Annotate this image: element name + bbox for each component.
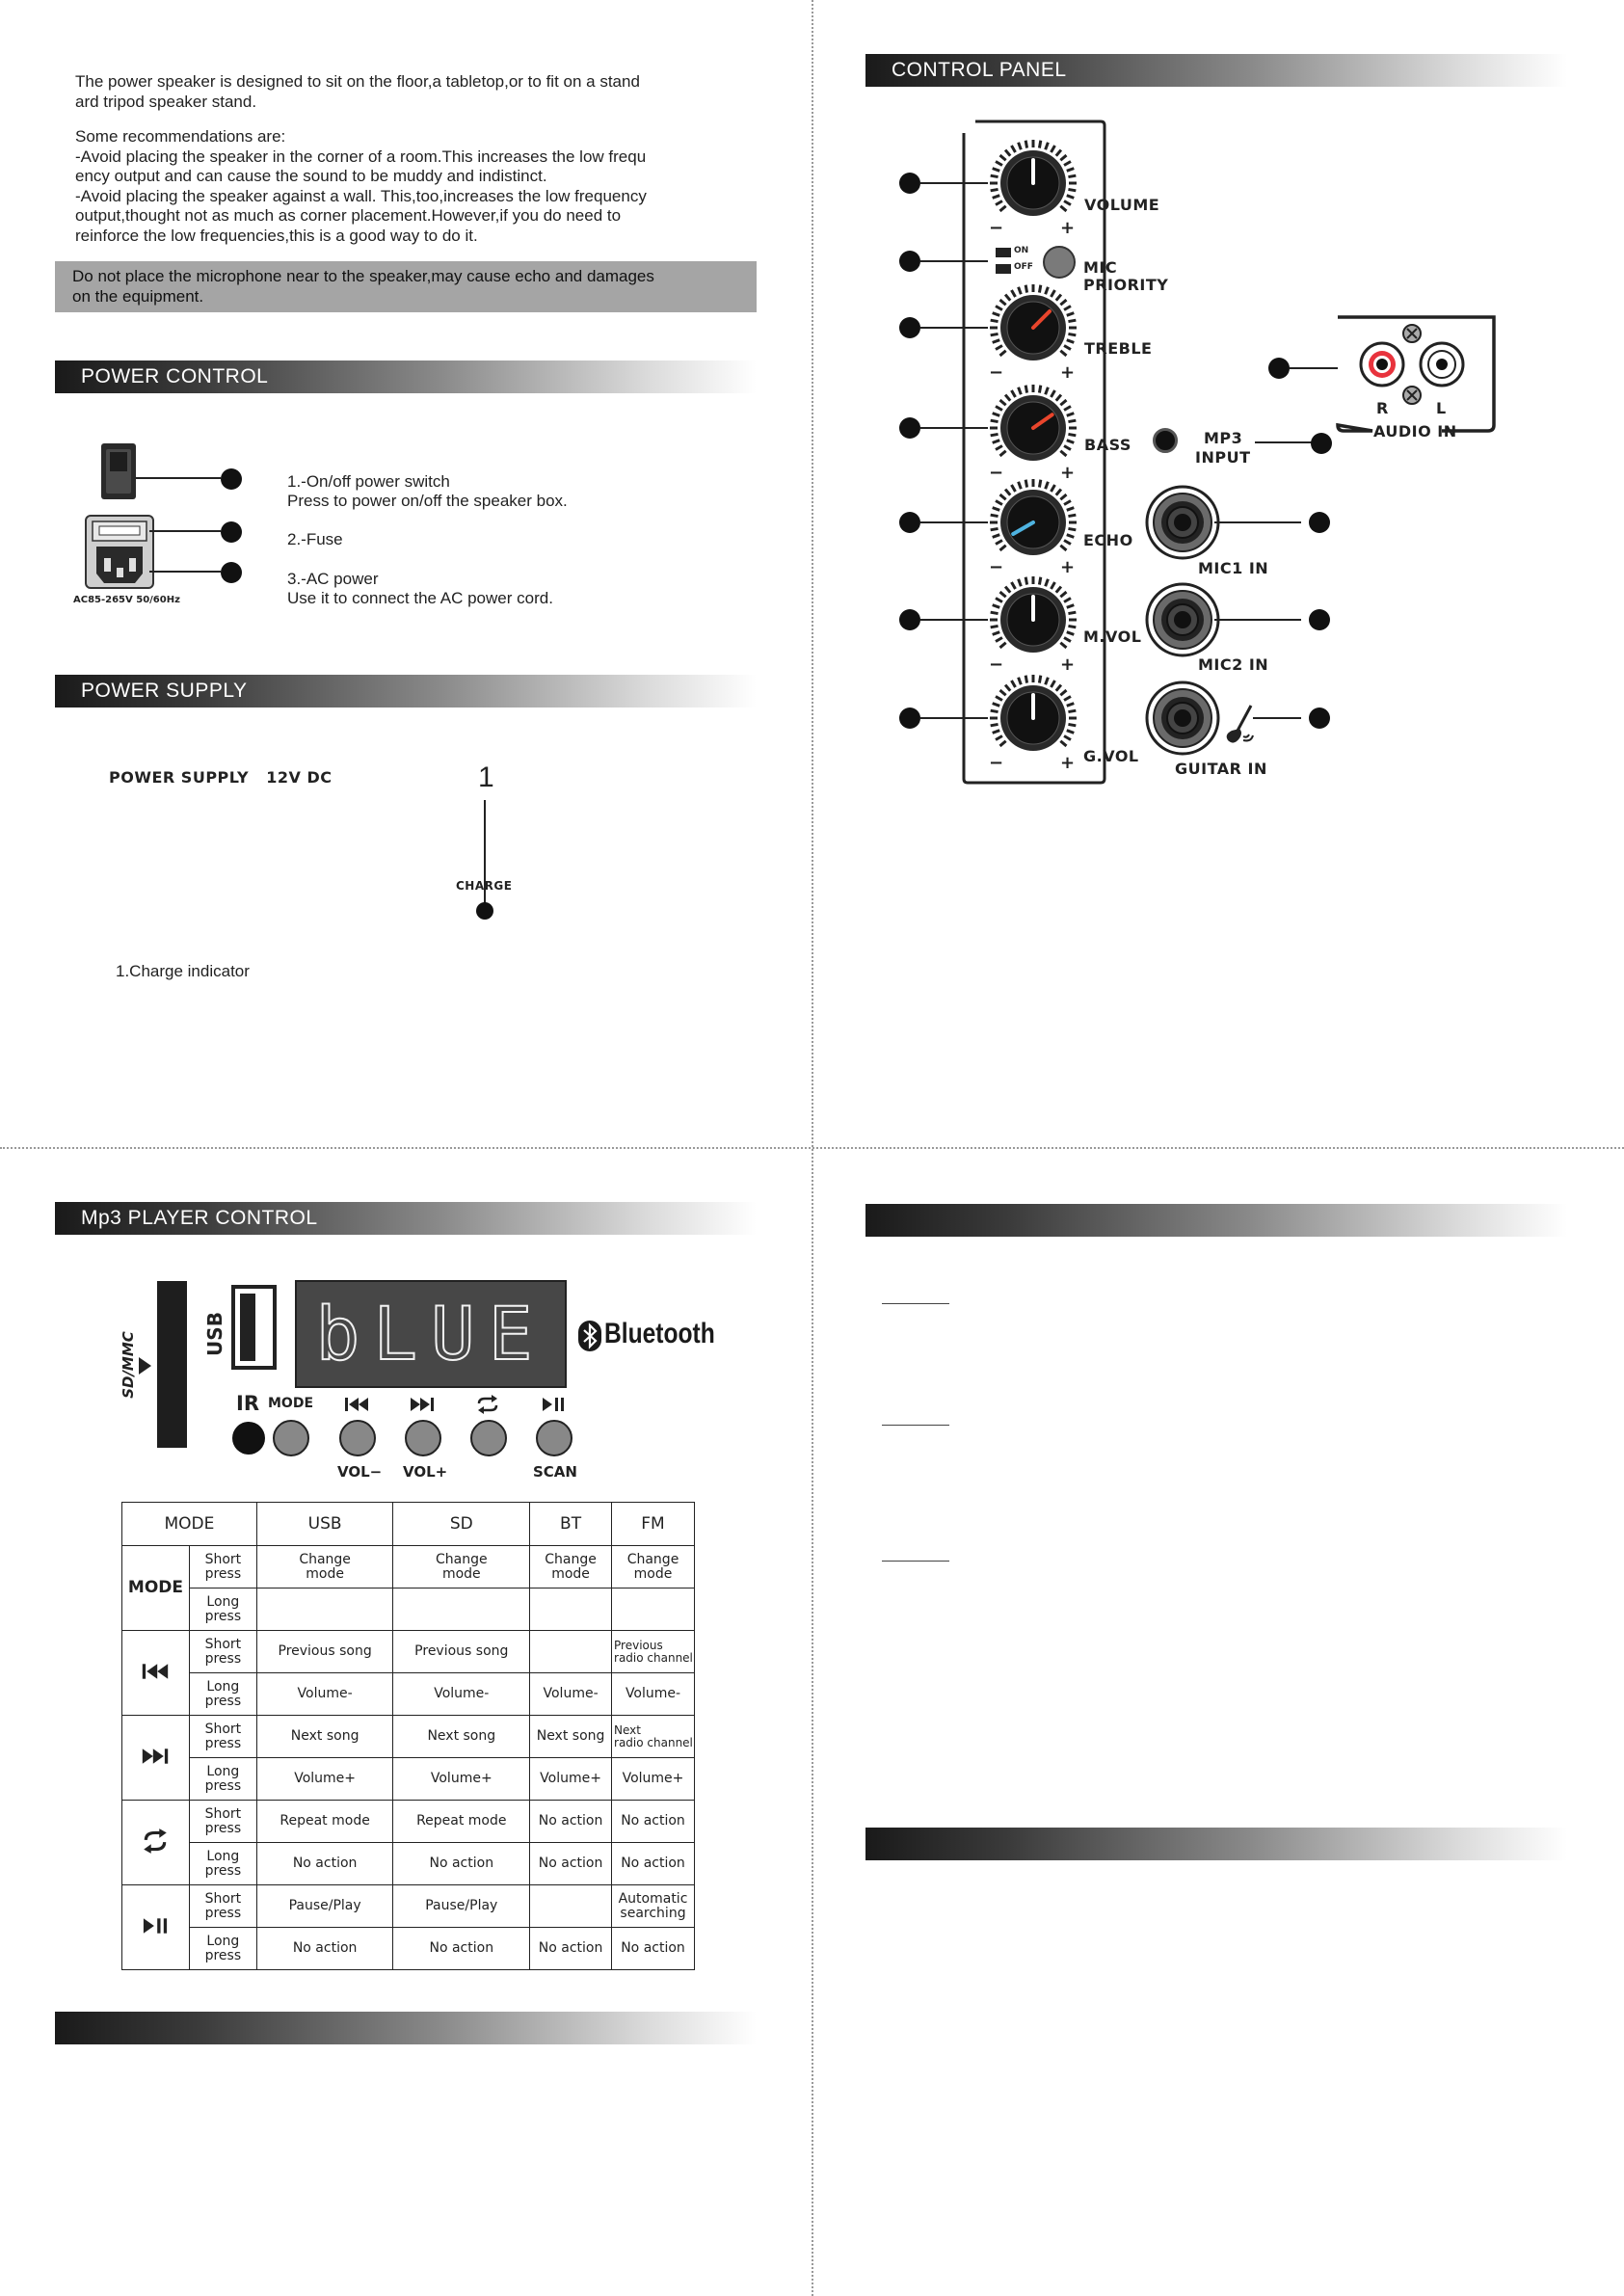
charge-label: CHARGE bbox=[456, 879, 513, 893]
cell-line: Change bbox=[435, 1551, 488, 1567]
cell-line: Volume- bbox=[434, 1686, 490, 1701]
intro-paragraph-2 bbox=[75, 127, 769, 246]
table-row bbox=[122, 1801, 695, 1843]
repeat-icon bbox=[122, 1801, 190, 1885]
press-type: Long bbox=[206, 1593, 240, 1610]
table-header-cell: FM bbox=[612, 1503, 695, 1546]
mp3-function-table bbox=[121, 1502, 695, 1970]
table-cell bbox=[256, 1758, 393, 1801]
charge-indicator-dot bbox=[476, 902, 493, 920]
play-pause-icon bbox=[540, 1395, 567, 1414]
press-type: press bbox=[204, 1862, 242, 1879]
cell-line: mode bbox=[551, 1565, 590, 1582]
cell-line: No action bbox=[538, 1813, 603, 1829]
knob-minus-label: − bbox=[989, 463, 1004, 483]
table-cell bbox=[530, 1631, 612, 1673]
cell-line: Previous bbox=[614, 1638, 663, 1652]
cell-line: searching bbox=[620, 1905, 686, 1921]
press-type: press bbox=[204, 1608, 242, 1624]
callout-line bbox=[920, 717, 988, 719]
usb-port[interactable] bbox=[231, 1285, 277, 1370]
mic2-jack[interactable] bbox=[1144, 581, 1221, 658]
cell-line: mode bbox=[633, 1565, 673, 1582]
cell-line: Volume+ bbox=[622, 1771, 684, 1786]
cell-line: Change bbox=[626, 1551, 679, 1567]
usb-label: USB bbox=[202, 1312, 226, 1356]
press-type-cell bbox=[189, 1716, 256, 1758]
table-cell bbox=[612, 1928, 695, 1970]
guitar-icon bbox=[1222, 700, 1261, 746]
mp3-input-label-1: MP3 bbox=[1204, 429, 1243, 447]
blank-line bbox=[882, 1561, 949, 1562]
cell-line: Next song bbox=[427, 1728, 496, 1744]
intro-line: The power speaker is designed to sit on the floor,a tabletop,or to fit on a stand bbox=[75, 72, 640, 91]
power-supply-header: POWER SUPPLY bbox=[55, 675, 757, 707]
next-icon bbox=[409, 1395, 436, 1414]
cell-line: mode bbox=[441, 1565, 481, 1582]
table-cell bbox=[530, 1673, 612, 1716]
intro-line: reinforce the low frequencies,this is a good way to do it. bbox=[75, 226, 478, 245]
mode-button[interactable] bbox=[273, 1420, 309, 1456]
bottom-right-empty-bar-1 bbox=[865, 1204, 1567, 1237]
g-vol-knob[interactable] bbox=[985, 670, 1081, 766]
table-cell bbox=[393, 1928, 530, 1970]
cell-line: No action bbox=[292, 1940, 358, 1956]
mic-priority-label-1: MIC bbox=[1083, 258, 1118, 277]
bass-knob[interactable] bbox=[985, 380, 1081, 476]
table-cell bbox=[256, 1546, 393, 1589]
callout-dot bbox=[1309, 707, 1330, 729]
press-type: press bbox=[204, 1650, 242, 1667]
callout-dot-mp3-input bbox=[1311, 433, 1332, 454]
callout-line bbox=[1290, 367, 1338, 369]
cell-line: Next song bbox=[290, 1728, 359, 1744]
charge-callout-number: 1 bbox=[478, 761, 494, 793]
callout-dot bbox=[899, 173, 920, 194]
echo-knob[interactable] bbox=[985, 474, 1081, 571]
mic-priority-button[interactable] bbox=[1043, 246, 1076, 279]
table-header-cell: BT bbox=[530, 1503, 612, 1546]
table-cell bbox=[256, 1631, 393, 1673]
bottom-right-empty-bar-2 bbox=[865, 1828, 1567, 1860]
knob-plus-label: + bbox=[1060, 557, 1076, 577]
table-cell bbox=[393, 1673, 530, 1716]
ir-sensor bbox=[232, 1422, 265, 1455]
cell-line: Next bbox=[614, 1722, 641, 1737]
item-title: 1.-On/off power switch bbox=[287, 472, 450, 491]
press-type: press bbox=[204, 1693, 242, 1709]
table-cell bbox=[612, 1631, 695, 1673]
audio-in-panel bbox=[1334, 313, 1498, 435]
intro-line: Some recommendations are: bbox=[75, 127, 286, 146]
cell-line: Automatic bbox=[618, 1890, 688, 1907]
callout-line bbox=[136, 477, 221, 479]
cell-line: Change bbox=[545, 1551, 597, 1567]
table-row bbox=[122, 1885, 695, 1928]
mic1-jack[interactable] bbox=[1144, 484, 1221, 561]
callout-line bbox=[1214, 619, 1301, 621]
table-cell bbox=[530, 1589, 612, 1631]
knob-plus-label: + bbox=[1060, 218, 1076, 238]
audio-in-label: AUDIO IN bbox=[1373, 422, 1457, 441]
cell-line: No action bbox=[621, 1940, 685, 1956]
switch-off-label: OFF bbox=[1014, 262, 1033, 272]
mode-label: MODE bbox=[268, 1396, 314, 1411]
table-cell bbox=[256, 1673, 393, 1716]
press-type-cell bbox=[189, 1928, 256, 1970]
cell-line: Next song bbox=[536, 1728, 605, 1744]
knob-minus-label: − bbox=[989, 753, 1004, 773]
press-type: press bbox=[204, 1735, 242, 1751]
cell-line: No action bbox=[292, 1855, 358, 1871]
intro-line: -Avoid placing the speaker in the corner of a room.This increases the low frequ bbox=[75, 147, 647, 166]
audio-r-label: R bbox=[1376, 399, 1389, 417]
table-row bbox=[122, 1758, 695, 1801]
table-cell bbox=[530, 1716, 612, 1758]
bluetooth-label: Bluetooth bbox=[604, 1318, 715, 1349]
table-cell bbox=[256, 1716, 393, 1758]
press-type: Long bbox=[206, 1933, 240, 1949]
sd-mmc-label: SD/MMC bbox=[119, 1331, 137, 1399]
table-cell bbox=[530, 1843, 612, 1885]
table-header-cell: MODE bbox=[122, 1503, 257, 1546]
warning-line: Do not place the microphone near to the speaker,may cause echo and damages bbox=[72, 267, 654, 285]
bluetooth-icon bbox=[578, 1321, 601, 1351]
vol-plus-label: VOL+ bbox=[403, 1463, 448, 1481]
knob-label-treble: TREBLE bbox=[1084, 339, 1153, 358]
knob-minus-label: − bbox=[989, 557, 1004, 577]
cell-line: radio channel bbox=[614, 1650, 693, 1665]
item-title: 2.-Fuse bbox=[287, 530, 343, 548]
callout-dot-audio-in bbox=[1268, 358, 1290, 379]
table-cell bbox=[393, 1758, 530, 1801]
ir-label: IR bbox=[236, 1392, 259, 1415]
table-row bbox=[122, 1928, 695, 1970]
cell-line: Change bbox=[299, 1551, 351, 1567]
knob-label-bass: BASS bbox=[1084, 436, 1131, 454]
table-row bbox=[122, 1631, 695, 1673]
table-cell bbox=[612, 1885, 695, 1928]
press-type: press bbox=[204, 1565, 242, 1582]
table-cell bbox=[256, 1843, 393, 1885]
cell-line: Volume- bbox=[543, 1686, 599, 1701]
table-header-row bbox=[122, 1503, 695, 1546]
audio-l-label: L bbox=[1436, 399, 1447, 417]
cell-line: Repeat mode bbox=[416, 1813, 507, 1829]
repeat-button[interactable] bbox=[470, 1420, 507, 1456]
press-type-cell bbox=[189, 1589, 256, 1631]
warning-line: on the equipment. bbox=[72, 287, 204, 306]
cell-line: Previous song bbox=[414, 1643, 509, 1659]
next-button[interactable] bbox=[405, 1420, 441, 1456]
table-cell bbox=[612, 1589, 695, 1631]
callout-dot bbox=[899, 707, 920, 729]
display-text: bLUE bbox=[315, 1291, 546, 1376]
m-vol-knob[interactable] bbox=[985, 572, 1081, 668]
table-row bbox=[122, 1589, 695, 1631]
blank-line bbox=[882, 1425, 949, 1426]
item-title: 3.-AC power bbox=[287, 570, 379, 588]
cell-line: radio channel bbox=[614, 1735, 693, 1749]
press-type-cell bbox=[189, 1546, 256, 1589]
mic2-label: MIC2 IN bbox=[1198, 655, 1269, 674]
callout-dot-2 bbox=[221, 521, 242, 543]
table-cell bbox=[393, 1801, 530, 1843]
cell-line: Volume- bbox=[297, 1686, 353, 1701]
table-cell bbox=[393, 1589, 530, 1631]
table-row bbox=[122, 1716, 695, 1758]
table-cell bbox=[393, 1716, 530, 1758]
power-item-3 bbox=[287, 570, 553, 608]
table-cell bbox=[530, 1885, 612, 1928]
treble-knob[interactable] bbox=[985, 280, 1081, 376]
intro-line: -Avoid placing the speaker against a wall. This,too,increases the low frequency bbox=[75, 186, 647, 205]
cell-line: No action bbox=[621, 1855, 685, 1871]
cell-line: mode bbox=[306, 1565, 344, 1582]
press-type-cell bbox=[189, 1801, 256, 1843]
power-item-2 bbox=[287, 530, 343, 549]
table-header-cell: USB bbox=[256, 1503, 393, 1546]
repeat-icon bbox=[474, 1395, 501, 1414]
mic1-label: MIC1 IN bbox=[1198, 559, 1269, 577]
press-type-cell bbox=[189, 1673, 256, 1716]
play-pause-icon bbox=[122, 1885, 190, 1970]
table-cell bbox=[612, 1843, 695, 1885]
table-cell bbox=[530, 1928, 612, 1970]
knob-plus-label: + bbox=[1060, 362, 1076, 383]
led-display bbox=[295, 1280, 567, 1388]
guitar-jack[interactable] bbox=[1144, 680, 1221, 757]
table-cell bbox=[393, 1631, 530, 1673]
table-row bbox=[122, 1546, 695, 1589]
sd-card-slot[interactable] bbox=[157, 1281, 187, 1448]
power-supply-label: POWER SUPPLY 12V DC bbox=[109, 768, 333, 787]
mic-priority-label-2: PRIORITY bbox=[1083, 276, 1169, 294]
table-cell bbox=[256, 1885, 393, 1928]
press-type: Long bbox=[206, 1763, 240, 1779]
press-type: Long bbox=[206, 1848, 240, 1864]
horizontal-fold-line bbox=[0, 1147, 1624, 1149]
play-pause-button[interactable] bbox=[536, 1420, 572, 1456]
intro-paragraph-1 bbox=[75, 72, 769, 112]
mp3-input-jack[interactable] bbox=[1153, 428, 1178, 453]
charge-callout-line bbox=[484, 800, 486, 912]
table-cell bbox=[256, 1801, 393, 1843]
knob-label-echo: ECHO bbox=[1083, 531, 1133, 549]
cell-line: Volume+ bbox=[430, 1771, 493, 1786]
cell-line: Volume+ bbox=[294, 1771, 357, 1786]
warning-box bbox=[55, 261, 757, 312]
press-type-cell bbox=[189, 1631, 256, 1673]
knob-minus-label: − bbox=[989, 362, 1004, 383]
table-cell bbox=[612, 1716, 695, 1758]
knob-minus-label: − bbox=[989, 218, 1004, 238]
press-type: Short bbox=[204, 1890, 242, 1907]
power-control-header: POWER CONTROL bbox=[55, 360, 757, 393]
cell-line: No action bbox=[538, 1940, 603, 1956]
callout-dot bbox=[1309, 609, 1330, 630]
callout-dot bbox=[899, 317, 920, 338]
cell-line: Volume+ bbox=[540, 1771, 601, 1786]
press-type-cell bbox=[189, 1885, 256, 1928]
callout-dot bbox=[899, 512, 920, 533]
intro-line: ency output and can cause the sound to be muddy and indistinct. bbox=[75, 167, 547, 185]
press-type: Short bbox=[204, 1805, 242, 1822]
mic-priority-switch[interactable] bbox=[993, 245, 1089, 283]
table-cell bbox=[256, 1928, 393, 1970]
press-type: press bbox=[204, 1777, 242, 1794]
cell-line: No action bbox=[538, 1855, 603, 1871]
press-type: Long bbox=[206, 1678, 240, 1695]
group-label: MODE bbox=[122, 1546, 190, 1631]
press-type: Short bbox=[204, 1721, 242, 1737]
table-header-cell: SD bbox=[393, 1503, 530, 1546]
table-cell bbox=[393, 1843, 530, 1885]
table-cell bbox=[530, 1546, 612, 1589]
cell-line: Pause/Play bbox=[425, 1898, 498, 1913]
knob-label-m-vol: M.VOL bbox=[1083, 627, 1142, 646]
cell-line: No action bbox=[429, 1855, 494, 1871]
intro-line: output,thought not as much as corner placement.However,if you do need to bbox=[75, 206, 622, 225]
vol-minus-label: VOL− bbox=[337, 1463, 383, 1481]
guitar-label: GUITAR IN bbox=[1175, 760, 1267, 778]
cell-line: Previous song bbox=[278, 1643, 372, 1659]
control-panel-header: CONTROL PANEL bbox=[865, 54, 1567, 87]
callout-dot-3 bbox=[221, 562, 242, 583]
bottom-left-empty-bar bbox=[55, 2012, 757, 2044]
knob-plus-label: + bbox=[1060, 463, 1076, 483]
press-type-cell bbox=[189, 1843, 256, 1885]
item-desc: Press to power on/off the speaker box. bbox=[287, 492, 568, 510]
callout-dot-1 bbox=[221, 468, 242, 490]
callout-line bbox=[149, 530, 221, 532]
table-cell bbox=[256, 1589, 393, 1631]
item-desc: Use it to connect the AC power cord. bbox=[287, 589, 553, 607]
cell-line: Pause/Play bbox=[288, 1898, 361, 1913]
table-cell bbox=[530, 1758, 612, 1801]
callout-line bbox=[1214, 521, 1301, 523]
callout-line bbox=[920, 619, 988, 621]
table-cell bbox=[612, 1673, 695, 1716]
prev-icon bbox=[122, 1631, 190, 1716]
knob-plus-label: + bbox=[1060, 753, 1076, 773]
table-cell bbox=[393, 1885, 530, 1928]
sd-arrow-icon bbox=[139, 1357, 151, 1375]
cell-line: No action bbox=[621, 1813, 685, 1829]
volume-knob[interactable] bbox=[985, 135, 1081, 231]
callout-line bbox=[920, 327, 988, 329]
callout-dot bbox=[899, 417, 920, 439]
callout-dot bbox=[899, 609, 920, 630]
scan-label: SCAN bbox=[533, 1463, 577, 1481]
table-cell bbox=[612, 1546, 695, 1589]
press-type: press bbox=[204, 1820, 242, 1836]
table-row bbox=[122, 1673, 695, 1716]
callout-line bbox=[920, 521, 988, 523]
charge-legend: 1.Charge indicator bbox=[116, 962, 250, 980]
mp3-player-header: Mp3 PLAYER CONTROL bbox=[55, 1202, 757, 1235]
knob-minus-label: − bbox=[989, 654, 1004, 675]
press-type: Short bbox=[204, 1551, 242, 1567]
cell-line: Volume- bbox=[625, 1686, 681, 1701]
callout-line bbox=[920, 182, 988, 184]
blank-line bbox=[882, 1303, 949, 1304]
next-icon bbox=[122, 1716, 190, 1801]
prev-icon bbox=[343, 1395, 370, 1414]
on-icon bbox=[996, 248, 1011, 257]
press-type-cell bbox=[189, 1758, 256, 1801]
table-cell bbox=[612, 1758, 695, 1801]
press-type: press bbox=[204, 1947, 242, 1963]
cell-line: Repeat mode bbox=[280, 1813, 370, 1829]
callout-dot bbox=[1309, 512, 1330, 533]
table-cell bbox=[530, 1801, 612, 1843]
intro-line: ard tripod speaker stand. bbox=[75, 92, 257, 111]
knob-label-volume: VOLUME bbox=[1084, 196, 1160, 214]
callout-line bbox=[149, 571, 221, 573]
press-type: Short bbox=[204, 1636, 242, 1652]
press-type: press bbox=[204, 1905, 242, 1921]
prev-button[interactable] bbox=[339, 1420, 376, 1456]
power-item-1 bbox=[287, 472, 568, 511]
mp3-input-label-2: INPUT bbox=[1195, 448, 1251, 467]
switch-on-label: ON bbox=[1014, 246, 1029, 255]
off-icon bbox=[996, 264, 1011, 274]
ac-rating-label: AC85-265V 50/60Hz bbox=[73, 595, 180, 605]
callout-dot bbox=[899, 251, 920, 272]
knob-label-g-vol: G.VOL bbox=[1083, 747, 1139, 765]
knob-plus-label: + bbox=[1060, 654, 1076, 675]
table-cell bbox=[393, 1546, 530, 1589]
cell-line: No action bbox=[429, 1940, 494, 1956]
table-row bbox=[122, 1843, 695, 1885]
table-cell bbox=[612, 1801, 695, 1843]
callout-line bbox=[920, 260, 988, 262]
callout-line bbox=[920, 427, 988, 429]
